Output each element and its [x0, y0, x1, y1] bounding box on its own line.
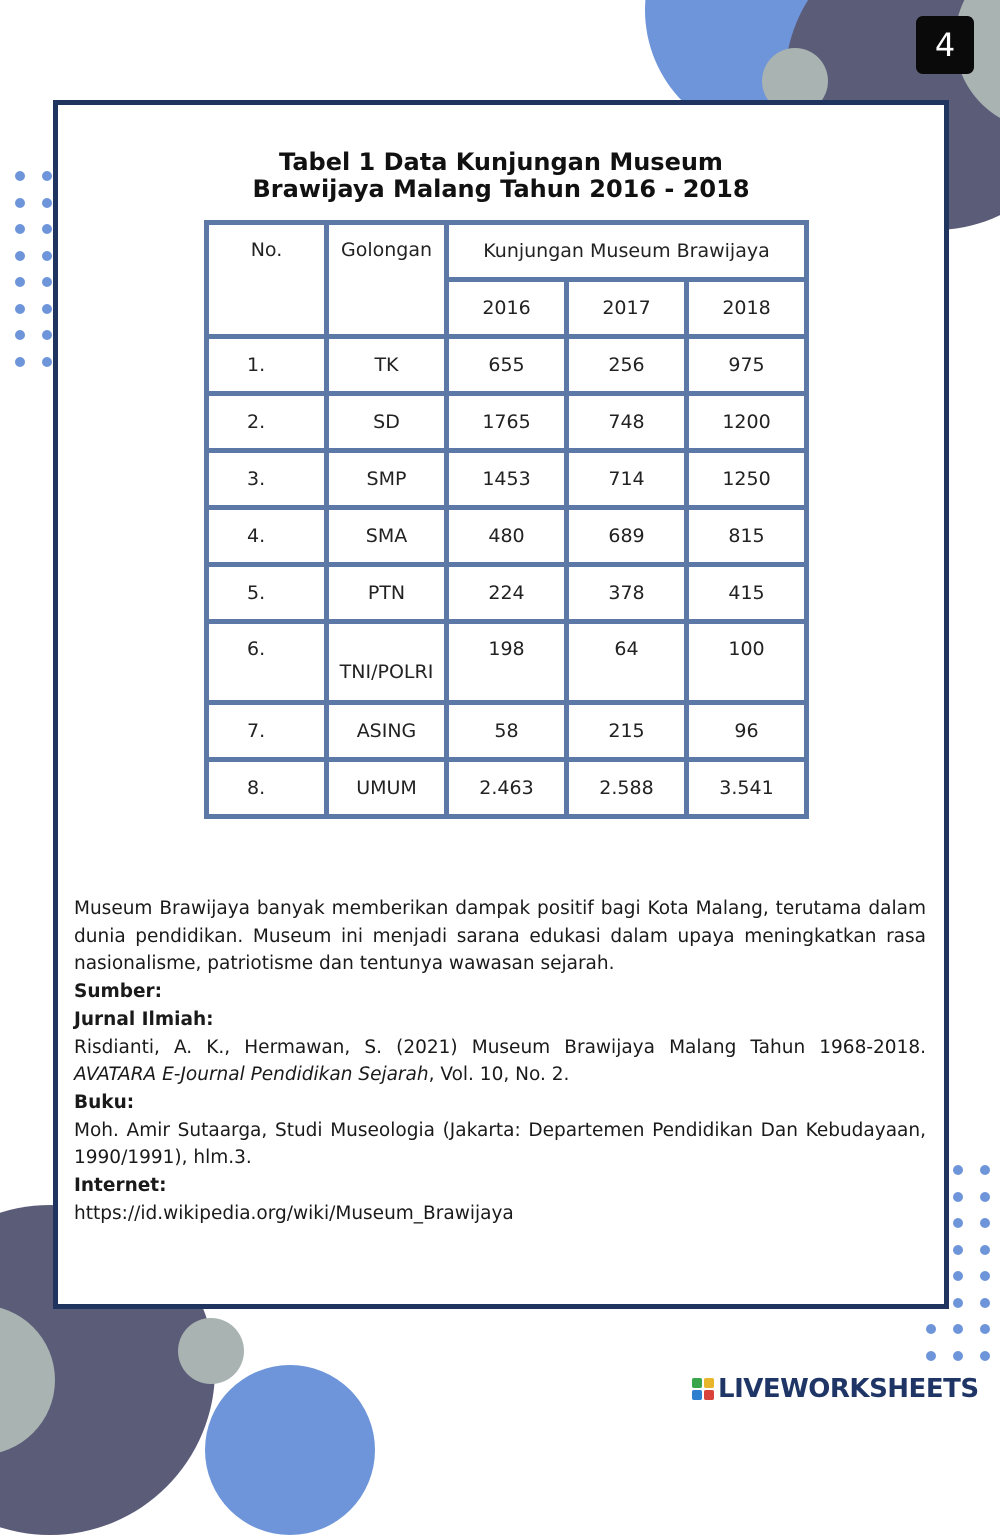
header-kunjungan: Kunjungan Museum Brawijaya [447, 223, 807, 280]
visits-table [204, 220, 809, 819]
table-title-line1: Tabel 1 Data Kunjungan Museum [279, 148, 723, 176]
cell-2018: 1250 [687, 451, 807, 508]
cell-2016: 198 [447, 622, 567, 703]
page-number-badge: 4 [916, 16, 974, 74]
header-year-2018: 2018 [687, 280, 807, 337]
cell-no: 8. [207, 760, 327, 817]
cell-2016: 224 [447, 565, 567, 622]
cell-2018: 415 [687, 565, 807, 622]
buku-reference: Moh. Amir Sutaarga, Studi Museologia (Jakarta: Departemen Pendidikan Dan Kebudayaan, 1990/1991), hlm.3. [74, 1119, 926, 1169]
cell-2016: 655 [447, 337, 567, 394]
table-row [207, 508, 807, 565]
cell-golongan: SMA [327, 508, 447, 565]
cell-2018: 3.541 [687, 760, 807, 817]
cell-golongan: SD [327, 394, 447, 451]
cell-golongan: SMP [327, 451, 447, 508]
cell-2018: 1200 [687, 394, 807, 451]
cell-2017: 378 [567, 565, 687, 622]
header-year-2016: 2016 [447, 280, 567, 337]
cell-2017: 256 [567, 337, 687, 394]
jurnal-ref-text: Risdianti, A. K., Hermawan, S. (2021) Museum Brawijaya Malang Tahun 1968-2018. [74, 1036, 926, 1058]
liveworksheets-logo [692, 1372, 979, 1406]
table-row [207, 451, 807, 508]
deco-circle-bottom-blue [205, 1365, 375, 1535]
internet-link[interactable]: https://id.wikipedia.org/wiki/Museum_Brawijaya [74, 1202, 514, 1224]
cell-golongan: TK [327, 337, 447, 394]
cell-2016: 1453 [447, 451, 567, 508]
jurnal-ref-tail: , Vol. 10, No. 2. [428, 1064, 570, 1086]
table-header-row [207, 223, 807, 280]
cell-2016: 1765 [447, 394, 567, 451]
cell-no: 2. [207, 394, 327, 451]
cell-2018: 100 [687, 622, 807, 703]
cell-2016: 2.463 [447, 760, 567, 817]
header-golongan: Golongan [327, 223, 447, 337]
cell-no: 5. [207, 565, 327, 622]
deco-dots-left [15, 171, 52, 367]
table-title [58, 149, 944, 203]
cell-no: 3. [207, 451, 327, 508]
cell-golongan: ASING [327, 703, 447, 760]
logo-mark-icon [692, 1378, 714, 1400]
cell-2018: 96 [687, 703, 807, 760]
cell-2017: 748 [567, 394, 687, 451]
content-card [53, 100, 949, 1309]
body-text [74, 895, 926, 1227]
cell-2017: 64 [567, 622, 687, 703]
cell-2017: 215 [567, 703, 687, 760]
jurnal-label: Jurnal Ilmiah: [74, 1008, 214, 1030]
cell-2017: 2.588 [567, 760, 687, 817]
cell-golongan: UMUM [327, 760, 447, 817]
cell-no: 7. [207, 703, 327, 760]
logo-text: LIVEWORKSHEETS [718, 1374, 979, 1404]
cell-2018: 815 [687, 508, 807, 565]
table-row [207, 565, 807, 622]
cell-golongan: PTN [327, 565, 447, 622]
table-row [207, 760, 807, 817]
sumber-label: Sumber: [74, 981, 163, 1003]
cell-2016: 480 [447, 508, 567, 565]
buku-label: Buku: [74, 1091, 135, 1113]
cell-golongan [327, 622, 447, 703]
deco-circle-bottom-grey-small [178, 1318, 244, 1384]
table-row [207, 622, 807, 703]
cell-golongan-text: TNI/POLRI [339, 661, 434, 683]
internet-label: Internet: [74, 1175, 167, 1197]
jurnal-reference [74, 1034, 926, 1089]
cell-no: 6. [207, 622, 327, 703]
table-title-line2: Brawijaya Malang Tahun 2016 - 2018 [252, 175, 750, 203]
cell-2016: 58 [447, 703, 567, 760]
cell-2017: 689 [567, 508, 687, 565]
table-row [207, 394, 807, 451]
header-no: No. [207, 223, 327, 337]
cell-no: 1. [207, 337, 327, 394]
intro-paragraph: Museum Brawijaya banyak memberikan dampak positif bagi Kota Malang, terutama dalam dunia pendidikan. Museum ini menjadi sarana edukasi dalam upaya meningkatkan rasa nasionalisme, patriotisme dan tentunya wawasan sejarah. [74, 898, 926, 975]
cell-no: 4. [207, 508, 327, 565]
cell-2018: 975 [687, 337, 807, 394]
table-row [207, 703, 807, 760]
table-row [207, 337, 807, 394]
jurnal-ref-journal: AVATARA E-Journal Pendidikan Sejarah [74, 1064, 429, 1086]
header-year-2017: 2017 [567, 280, 687, 337]
cell-2017: 714 [567, 451, 687, 508]
